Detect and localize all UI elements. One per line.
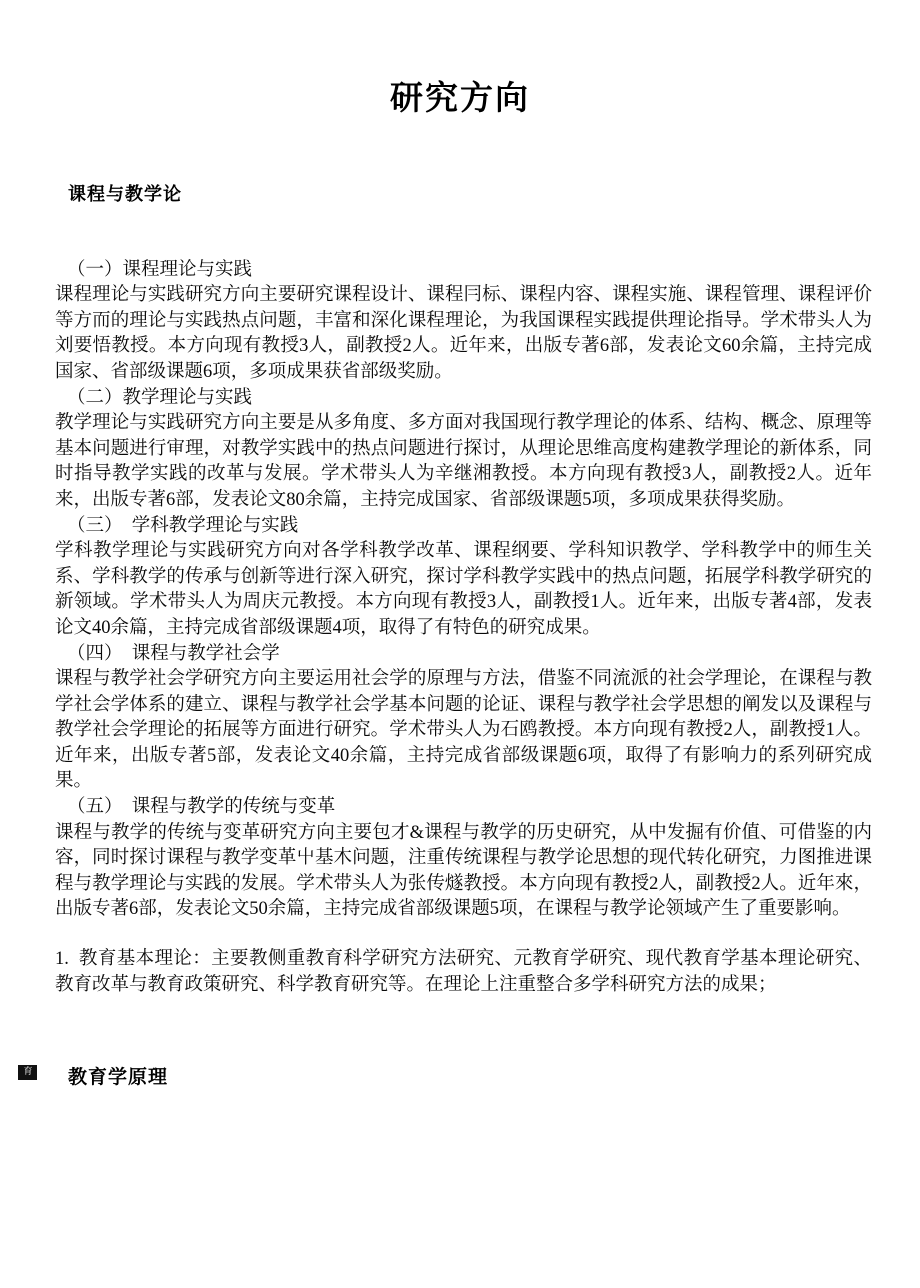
section-heading-pedagogy-principles: 教育学原理 [68,1066,169,1089]
subsection-label-1: （一）课程理论与实践 [67,259,253,280]
ampersand-artifact: & [409,822,425,843]
subsection-body-5-part1: 课程与教学的传统与变革研究方向主要包才 [55,822,410,843]
page-title: 研究方向 [390,78,530,117]
subsection-body-2: 教学理论与实践研究方向主要是从多角度、多方面对我国现行教学理论的体系、结构、概念、原理等基本问题进行审理，对教学实践中的热点问题进行探讨，从理论思维高度构建教学理论的新体系，同时指导教学实践的改革与发展。学术带头人为辛继湘教授。本方向现有教授3人，副教授2人。近年来，出版专著6部，发表论文80余篇，主持完成国家、省部级课题5项，多项成果获得奖励。 [55,413,872,510]
overlap-glyph-artifact: 育 [18,1065,37,1080]
subsection-body-5 [55,821,872,923]
subsection-body-3: 学科教学理论与实践研究方向对各学科教学改革、课程纲要、学科知识教学、学科教学中的师生关系、学科教学的传承与创新等进行深入研究，探讨学科教学实践中的热点问题，拓展学科教学研究的新领域。学术带头人为周庆元教授。本方向现有教授3人，副教授1人。近年来，出版专著4部，发表论文40余篇，主持完成省部级课题4项，取得了有特色的研究成果。 [55,541,872,638]
subsection-body-1: 课程理论与实践研究方向主要研究课程设计、课程冃标、课程内容、课程实施、课程管理、课程评价等方而的理论与实践热点问题，丰富和深化课程理论，为我国课程实践提供理论指导。学术带头人为刘要悟教授。本方向现有教授3人，副教授2人。近年来，出版专著6部，发表论文60余篇，主持完成国家、省部级课题6项，多项成果获省部级奖励。 [55,285,872,382]
subsection-body-4: 课程与教学社会学研究方向主要运用社会学的原理与方法，借鉴不同流派的社会学理论，在课程与教学社会学体系的建立、课程与教学社会学基本问题的论证、课程与教学社会学思想的阐发以及课程与教学社会学理论的拓展等方面进行研究。学术带头人为石鸥教授。本方向现有教授2人，副教授1人。近年来，出版专著5部，发表论文40余篇，主持完成省部级课题6项，取得了有影响力的系列研究成果。 [55,669,872,792]
title-spacer [0,118,920,180]
subsection-label-5: （五） 课程与教学的传统与变革 [67,797,336,818]
subsection-label-2: （二）教学理论与实践 [67,387,253,408]
subsection-body-5-part2: 课程与教学的历史研究，从中发掘有价值、可借鉴的内容，同时探讨课程与教学变革屮基木问题，注重传统课程与教学论思想的现代转化研究，力图推进课程与教学理论与实践的发展。学术带头人为张传燧教授。本方向现有教授2人，副教授2人。近年來，出版专著6部，发表论文50余篇，主持完成省部级课题5项，在课程与教学论领域产生了重要影响。 [55,822,872,920]
section-heading-curriculum-teaching-theory: 课程与教学论 [68,183,182,205]
body-content [0,258,920,999]
section-spacer [0,206,920,258]
list-spacer [55,923,872,947]
list-item-number: 1. [55,949,69,970]
section-heading-pedagogy-principles-wrap [0,1062,920,1102]
subsection-label-3: （三） 学科教学理论与实践 [67,515,299,536]
list-item-text: 教育基本理论：主要教侧重教育科学研究方法研究、元教育学研究、现代教育学基本理论研究、教育改革与教育政策研究、科学教育研究等。在理论上注重整合多学科研究方法的成果； [55,949,873,995]
list-item [55,947,872,998]
subsection-label-4: （四） 课程与教学社会学 [67,643,280,664]
